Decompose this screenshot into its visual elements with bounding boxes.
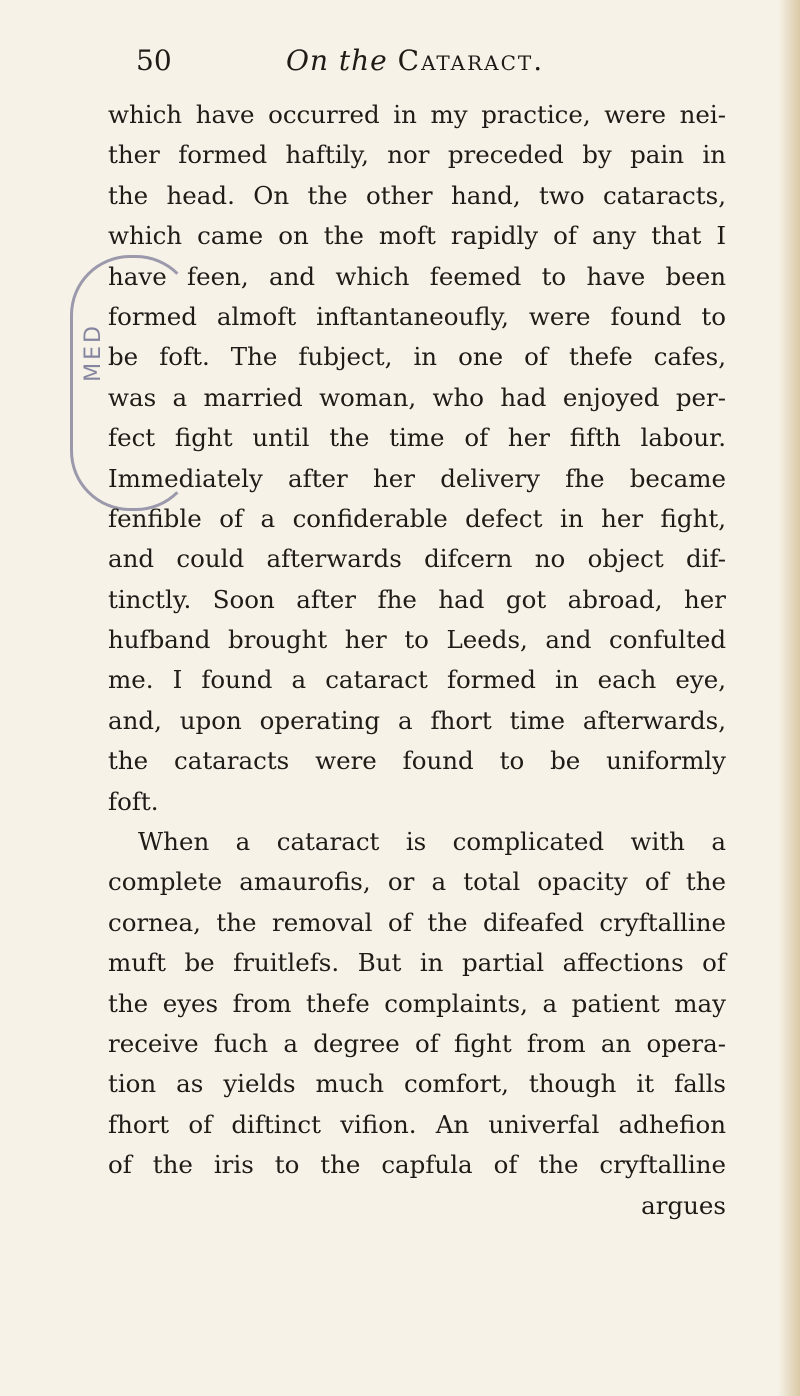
body-text xyxy=(108,95,726,1226)
text-line: complete amaurofis, or a total opacity of the xyxy=(108,867,726,897)
text-line: fhort of diftinct vifion. An univerfal adhefion xyxy=(108,1109,726,1139)
stamp-text: MED xyxy=(81,323,106,382)
catchword: argues xyxy=(641,1190,726,1220)
text-line: cornea, the removal of the difeafed cryftalline xyxy=(108,907,726,937)
text-line: and, upon operating a fhort time afterwards, xyxy=(108,705,726,735)
text-line: and could afterwards difcern no object dif- xyxy=(108,544,726,574)
running-title xyxy=(286,40,544,82)
text-line: was a married woman, who had enjoyed per- xyxy=(108,382,726,412)
text-line: of the iris to the capfula of the cryftalline xyxy=(108,1150,726,1180)
text-line: the cataracts were found to be uniformly xyxy=(108,746,726,776)
text-line: be foft. The fubject, in one of thefe cafes, xyxy=(108,342,726,372)
text-line: formed almoft inftantaneoufly, were found to xyxy=(108,301,726,331)
text-line: receive fuch a degree of fight from an opera- xyxy=(108,1028,726,1058)
page-number: 50 xyxy=(136,44,172,77)
text-line: fect fight until the time of her fifth labour. xyxy=(108,423,726,453)
text-line: hufband brought her to Leeds, and confulted xyxy=(108,625,726,655)
text-line: foft. xyxy=(108,786,159,816)
text-line: which have occurred in my practice, were nei- xyxy=(108,100,726,129)
page-header xyxy=(96,40,716,82)
text-line: me. I found a cataract formed in each eye, xyxy=(108,665,726,695)
text-line: the head. On the other hand, two cataracts, xyxy=(108,180,726,210)
text-line: the eyes from thefe complaints, a patient may xyxy=(108,988,726,1018)
text-line: tinctly. Soon after fhe had got abroad, her xyxy=(108,584,726,614)
text-line: tion as yields much comfort, though it falls xyxy=(108,1069,726,1099)
text-line: which came on the moft rapidly of any that I xyxy=(108,221,726,251)
running-title-caps: Cataract. xyxy=(397,44,545,77)
text-line: fenfible of a confiderable defect in her fight, xyxy=(108,503,726,533)
text-line: When a cataract is complicated with a xyxy=(138,827,726,857)
text-line: have feen, and which feemed to have been xyxy=(108,261,726,291)
text-line: muft be fruitlefs. But in partial affections of xyxy=(108,948,726,978)
running-title-italic: On the xyxy=(286,44,398,77)
page-edge-shadow xyxy=(778,0,800,1396)
text-line: ther formed haftily, nor preceded by pain in xyxy=(108,140,726,170)
text-line: Immediately after her delivery fhe became xyxy=(108,463,726,493)
